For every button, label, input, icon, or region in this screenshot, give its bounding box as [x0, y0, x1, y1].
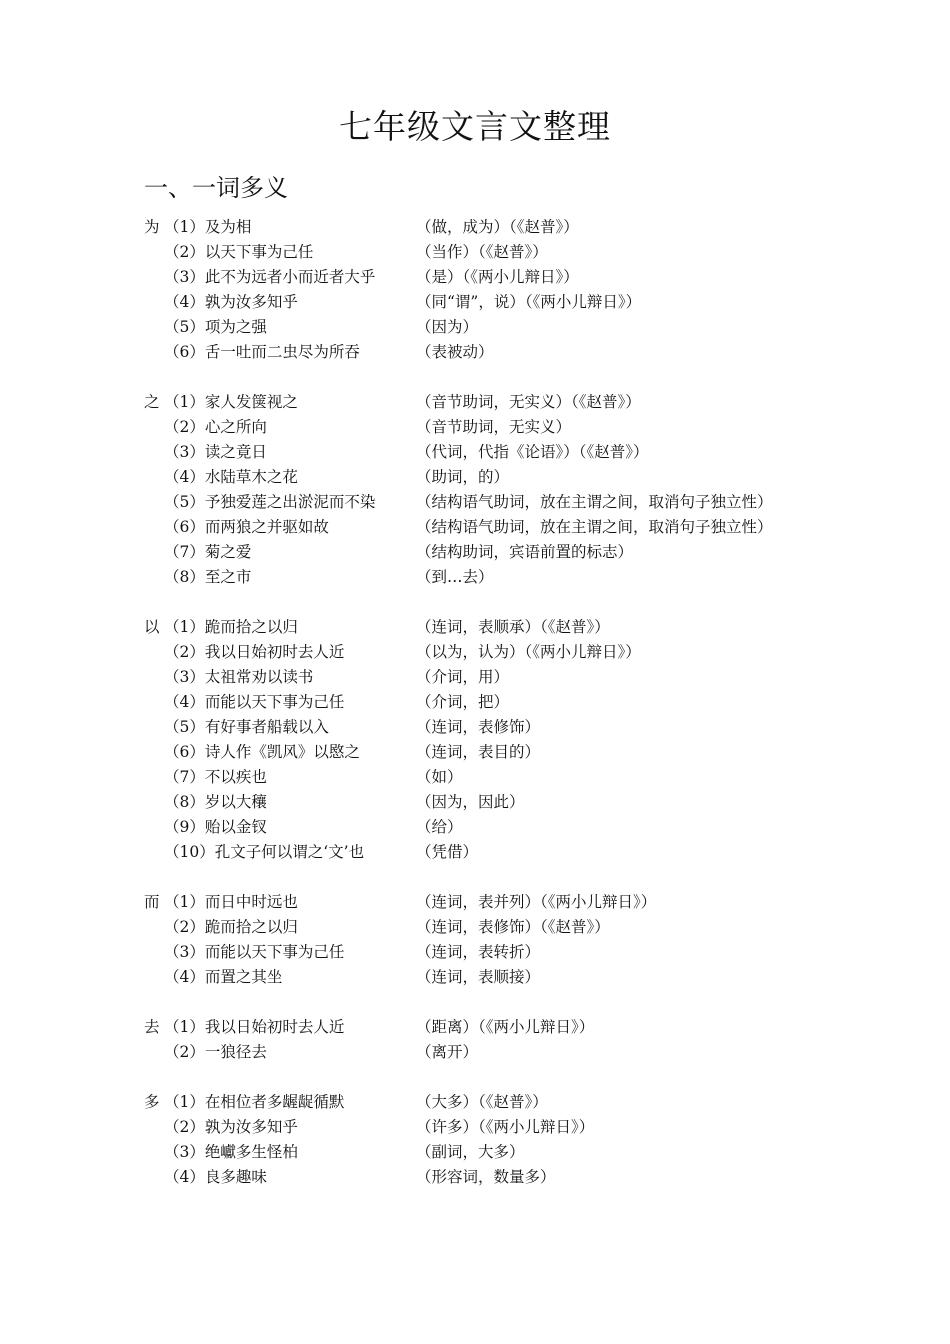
meaning-note: （离开）: [416, 1043, 479, 1061]
meaning-note: （以为，认为）（《两小儿辩日》）: [416, 643, 641, 661]
example-sentence: （8）岁以大穰: [164, 793, 267, 811]
example-sentence: （2）以天下事为己任: [164, 243, 314, 261]
example-sentence: （1）我以日始初时去人近: [164, 1018, 345, 1036]
example-sentence: （9）贻以金钗: [164, 818, 267, 836]
section-heading: 一、一词多义: [144, 174, 288, 202]
meaning-note: （表被动）: [416, 343, 494, 361]
word-group: [144, 890, 844, 990]
example-sentence: （3）绝巘多生怪柏: [164, 1143, 298, 1161]
example-sentence: （5）予独爱莲之出淤泥而不染: [164, 493, 376, 511]
entry-row: [144, 315, 844, 340]
entry-row: [144, 765, 844, 790]
meaning-note: （助词，的）: [416, 468, 510, 486]
meaning-note: （大多）（《赵普》）: [416, 1093, 548, 1111]
headword: 为: [144, 218, 160, 236]
entry-row: [144, 615, 844, 640]
page-title: 七年级文言文整理: [339, 107, 611, 146]
headword: 之: [144, 393, 160, 411]
meaning-note: （到…去）: [416, 568, 494, 586]
entry-row: [144, 1140, 844, 1165]
word-group: [144, 390, 844, 590]
entry-row: [144, 240, 844, 265]
example-sentence: （5）有好事者船载以入: [164, 718, 329, 736]
meaning-note: （介词，用）: [416, 668, 510, 686]
example-sentence: （6）舌一吐而二虫尽为所吞: [164, 343, 360, 361]
meaning-note: （连词，表顺接）: [416, 968, 541, 986]
example-sentence: （4）良多趣味: [164, 1168, 267, 1186]
example-sentence: （2）跪而拾之以归: [164, 918, 298, 936]
meaning-note: （距离）（《两小儿辩日》）: [416, 1018, 595, 1036]
example-sentence: （3）而能以天下事为己任: [164, 943, 345, 961]
meaning-note: （连词，表修饰）（《赵普》）: [416, 918, 610, 936]
meaning-note: （如）: [416, 768, 463, 786]
word-group: [144, 1015, 844, 1065]
word-group: [144, 1090, 844, 1190]
example-sentence: （1）跪而拾之以归: [164, 618, 298, 636]
entry-row: [144, 640, 844, 665]
entry-row: [144, 390, 844, 415]
example-sentence: （2）心之所向: [164, 418, 267, 436]
example-sentence: （6）而两狼之并驱如故: [164, 518, 329, 536]
entry-row: [144, 1090, 844, 1115]
headword: 多: [144, 1093, 160, 1111]
entry-row: [144, 840, 844, 865]
entry-row: [144, 815, 844, 840]
headword: 去: [144, 1018, 160, 1036]
word-group: [144, 215, 844, 365]
meaning-note: （副词，大多）: [416, 1143, 525, 1161]
headword: 而: [144, 893, 160, 911]
example-sentence: （7）不以疾也: [164, 768, 267, 786]
polysemy-list: [144, 215, 844, 1215]
example-sentence: （3）太祖常劝以读书: [164, 668, 314, 686]
entry-row: [144, 665, 844, 690]
example-sentence: （1）而日中时远也: [164, 893, 298, 911]
example-sentence: （2）孰为汝多知乎: [164, 1118, 298, 1136]
meaning-note: （做，成为）（《赵普》）: [416, 218, 579, 236]
meaning-note: （因为）: [416, 318, 479, 336]
entry-row: [144, 890, 844, 915]
example-sentence: （2）一狼径去: [164, 1043, 267, 1061]
meaning-note: （给）: [416, 818, 463, 836]
entry-row: [144, 1040, 844, 1065]
meaning-note: （同“谓”，说）（《两小儿辩日》）: [416, 293, 642, 311]
entry-row: [144, 1015, 844, 1040]
meaning-note: （连词，表修饰）: [416, 718, 541, 736]
entry-row: [144, 415, 844, 440]
example-sentence: （4）孰为汝多知乎: [164, 293, 298, 311]
example-sentence: （1）在相位者多龌龊循默: [164, 1093, 345, 1111]
example-sentence: （4）而置之其坐: [164, 968, 283, 986]
meaning-note: （连词，表转折）: [416, 943, 541, 961]
entry-row: [144, 440, 844, 465]
meaning-note: （是）（《两小儿辩日》）: [416, 268, 579, 286]
meaning-note: （结构语气助词，放在主谓之间，取消句子独立性）: [416, 518, 773, 536]
meaning-note: （因为，因此）: [416, 793, 525, 811]
example-sentence: （7）菊之爱: [164, 543, 252, 561]
entry-row: [144, 940, 844, 965]
entry-row: [144, 265, 844, 290]
entry-row: [144, 790, 844, 815]
meaning-note: （介词，把）: [416, 693, 510, 711]
meaning-note: （音节助词，无实义）: [416, 418, 572, 436]
entry-row: [144, 340, 844, 365]
entry-row: [144, 540, 844, 565]
meaning-note: （连词，表顺承）（《赵普》）: [416, 618, 610, 636]
entry-row: [144, 915, 844, 940]
meaning-note: （许多）（《两小儿辩日》）: [416, 1118, 595, 1136]
example-sentence: （1）家人发箧视之: [164, 393, 298, 411]
entry-row: [144, 565, 844, 590]
headword: 以: [144, 618, 160, 636]
word-group: [144, 615, 844, 865]
meaning-note: （音节助词，无实义）（《赵普》）: [416, 393, 641, 411]
example-sentence: （2）我以日始初时去人近: [164, 643, 345, 661]
example-sentence: （8）至之市: [164, 568, 252, 586]
meaning-note: （连词，表并列）（《两小儿辩日》）: [416, 893, 657, 911]
entry-row: [144, 490, 844, 515]
example-sentence: （3）此不为远者小而近者大乎: [164, 268, 376, 286]
meaning-note: （代词，代指《论语》）（《赵普》）: [416, 443, 649, 461]
meaning-note: （形容词，数量多）: [416, 1168, 556, 1186]
example-sentence: （6）诗人作《凯风》以愍之: [164, 743, 360, 761]
meaning-note: （当作）（《赵普》）: [416, 243, 548, 261]
entry-row: [144, 290, 844, 315]
meaning-note: （结构助词，宾语前置的标志）: [416, 543, 634, 561]
example-sentence: （4）水陆草木之花: [164, 468, 298, 486]
meaning-note: （凭借）: [416, 843, 479, 861]
entry-row: [144, 740, 844, 765]
example-sentence: （1）及为相: [164, 218, 252, 236]
entry-row: [144, 965, 844, 990]
entry-row: [144, 215, 844, 240]
example-sentence: （10）孔文子何以谓之‘文’也: [164, 843, 365, 861]
example-sentence: （3）读之竟日: [164, 443, 267, 461]
entry-row: [144, 1165, 844, 1190]
entry-row: [144, 515, 844, 540]
example-sentence: （5）项为之强: [164, 318, 267, 336]
entry-row: [144, 1115, 844, 1140]
example-sentence: （4）而能以天下事为己任: [164, 693, 345, 711]
entry-row: [144, 715, 844, 740]
entry-row: [144, 690, 844, 715]
meaning-note: （连词，表目的）: [416, 743, 541, 761]
meaning-note: （结构语气助词，放在主谓之间，取消句子独立性）: [416, 493, 773, 511]
entry-row: [144, 465, 844, 490]
